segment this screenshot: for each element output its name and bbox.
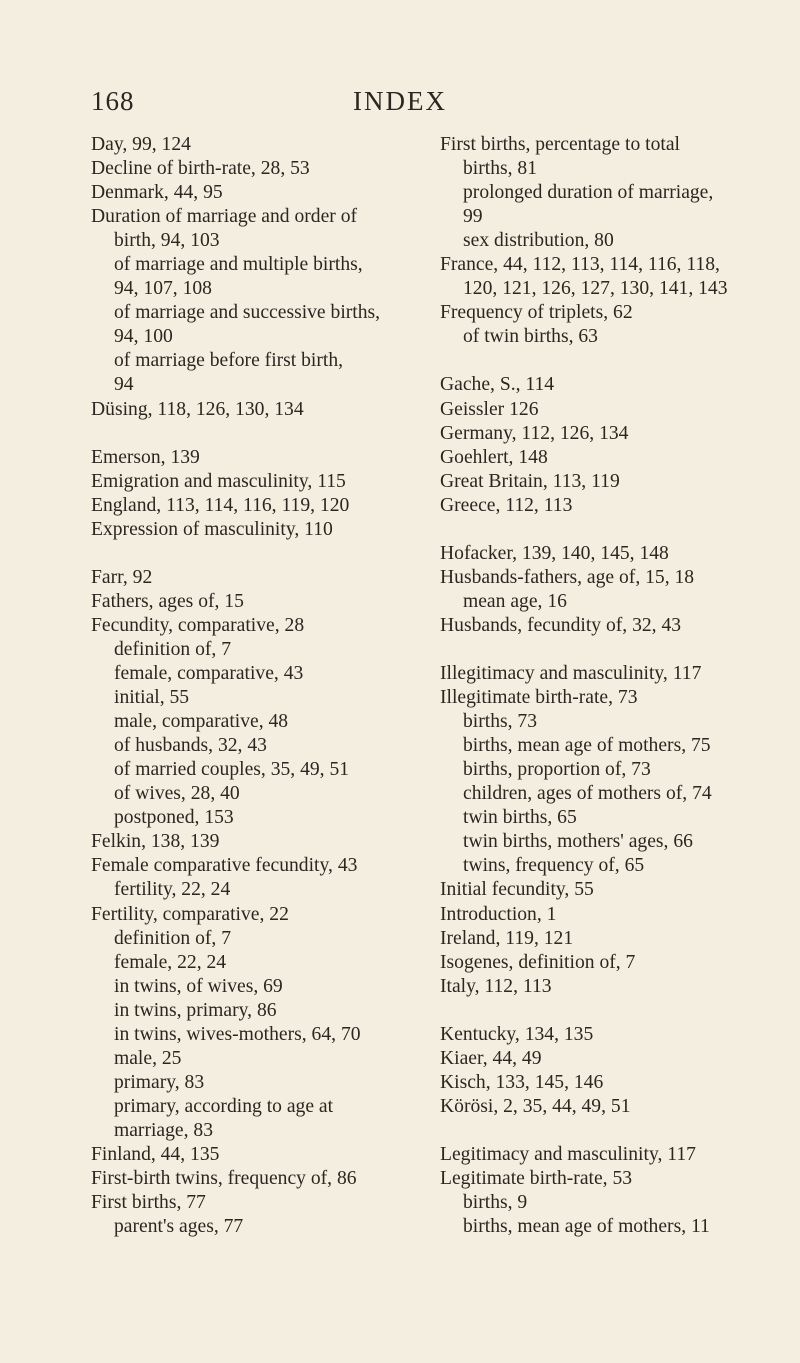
index-subentry: definition of, 7 [114,927,231,949]
index-entry: Legitimacy and masculinity, 117 [440,1143,696,1165]
index-subentry: male, comparative, 48 [114,711,289,733]
index-subentry: postponed, 153 [114,807,234,829]
index-subentry: marriage, 83 [114,1119,214,1141]
index-subentry: primary, according to age at [114,1095,334,1117]
index-subentry: births, 73 [463,711,538,733]
page-header [0,86,800,126]
index-entry: Gache, S., 114 [440,374,555,396]
index-entry: England, 113, 114, 116, 119, 120 [91,494,350,516]
index-subentry: of wives, 28, 40 [114,783,240,805]
index-subentry: births, mean age of mothers, 75 [463,735,711,757]
index-column-left [91,133,421,1239]
index-subentry: of marriage before first birth, [114,350,344,372]
index-entry: Husbands, fecundity of, 32, 43 [440,614,682,636]
index-entry: Geissler 126 [440,398,539,420]
index-entry: Körösi, 2, 35, 44, 49, 51 [440,1095,631,1117]
index-entry: Isogenes, definition of, 7 [440,951,636,973]
index-subentry: births, 9 [463,1192,528,1214]
index-entry: Illegitimacy and masculinity, 117 [440,663,702,685]
index-entry: Germany, 112, 126, 134 [440,422,629,444]
section-gap [440,638,780,662]
index-entry: Husbands-fathers, age of, 15, 18 [440,566,695,588]
index-subentry: female, comparative, 43 [114,663,304,685]
index-entry: Kisch, 133, 145, 146 [440,1071,604,1093]
section-gap [440,518,780,542]
index-subentry: in twins, wives-mothers, 64, 70 [114,1023,361,1045]
index-entry: Italy, 112, 113 [440,975,552,997]
section-gap [91,542,421,566]
index-entry: Finland, 44, 135 [91,1143,220,1165]
index-subentry: of married couples, 35, 49, 51 [114,759,350,781]
index-entry: France, 44, 112, 113, 114, 116, 118, [440,254,720,276]
page-title: INDEX [353,86,447,116]
index-subentry: parent's ages, 77 [114,1216,244,1238]
index-subentry: 94, 107, 108 [114,278,212,300]
index-entry: Fecundity, comparative, 28 [91,614,305,636]
index-entry: Frequency of triplets, 62 [440,302,633,324]
index-entry: First births, 77 [91,1192,206,1214]
index-entry: Decline of birth-rate, 28, 53 [91,158,310,180]
index-entry: Illegitimate birth-rate, 73 [440,687,638,709]
index-subentry: of marriage and successive births, [114,302,381,324]
index-subentry: prolonged duration of marriage, [463,182,714,204]
index-subentry: twin births, 65 [463,807,577,829]
index-subentry: 94, 100 [114,326,173,348]
index-subentry: female, 22, 24 [114,951,227,973]
index-entry: Emerson, 139 [91,446,200,468]
index-subentry: in twins, primary, 86 [114,999,277,1021]
index-subentry: 120, 121, 126, 127, 130, 141, 143 [463,278,728,300]
index-entry: First-birth twins, frequency of, 86 [91,1168,357,1190]
index-subentry: 99 [463,206,483,228]
index-subentry: birth, 94, 103 [114,230,220,252]
index-subentry: births, proportion of, 73 [463,759,651,781]
index-subentry: 94 [114,374,134,396]
index-entry: Fathers, ages of, 15 [91,590,244,612]
index-entry: Great Britain, 113, 119 [440,470,620,492]
index-entry: Day, 99, 124 [91,134,191,155]
index-entry: Düsing, 118, 126, 130, 134 [91,398,304,420]
index-entry: Farr, 92 [91,566,153,588]
index-entry: Felkin, 138, 139 [91,831,220,853]
index-subentry: of husbands, 32, 43 [114,735,267,757]
index-subentry: of twin births, 63 [463,326,598,348]
index-entry: Kentucky, 134, 135 [440,1023,594,1045]
index-subentry: male, 25 [114,1047,182,1069]
index-subentry: births, mean age of mothers, 11 [463,1216,710,1238]
index-subentry: primary, 83 [114,1071,205,1093]
index-subentry: births, 81 [463,158,538,180]
section-gap [440,999,780,1023]
index-entry: Female comparative fecundity, 43 [91,855,358,877]
index-subentry: mean age, 16 [463,590,567,612]
index-subentry: initial, 55 [114,687,190,709]
index-subentry: twin births, mothers' ages, 66 [463,831,693,853]
index-column-right [440,133,780,1239]
index-entry: First births, percentage to total [440,134,680,155]
index-subentry: definition of, 7 [114,638,231,660]
index-entry: Denmark, 44, 95 [91,182,223,204]
index-subentry: in twins, of wives, 69 [114,975,283,997]
section-gap [440,349,780,373]
index-entry: Emigration and masculinity, 115 [91,470,346,492]
index-entry: Initial fecundity, 55 [440,879,594,901]
index-entry: Expression of masculinity, 110 [91,518,333,540]
index-entry: Ireland, 119, 121 [440,927,574,949]
page-number: 168 [91,86,135,116]
index-subentry: children, ages of mothers of, 74 [463,783,712,805]
section-gap [440,1119,780,1143]
index-entry: Fertility, comparative, 22 [91,903,289,925]
index-entry: Kiaer, 44, 49 [440,1047,542,1069]
index-subentry: sex distribution, 80 [463,230,614,252]
index-subentry: fertility, 22, 24 [114,879,231,901]
index-entry: Duration of marriage and order of [91,206,358,228]
index-entry: Introduction, 1 [440,903,557,925]
section-gap [91,422,421,446]
index-subentry: of marriage and multiple births, [114,254,363,276]
index-subentry: twins, frequency of, 65 [463,855,645,877]
index-entry: Goehlert, 148 [440,446,548,468]
index-entry: Hofacker, 139, 140, 145, 148 [440,542,669,564]
index-entry: Greece, 112, 113 [440,494,573,516]
index-entry: Legitimate birth-rate, 53 [440,1168,633,1190]
